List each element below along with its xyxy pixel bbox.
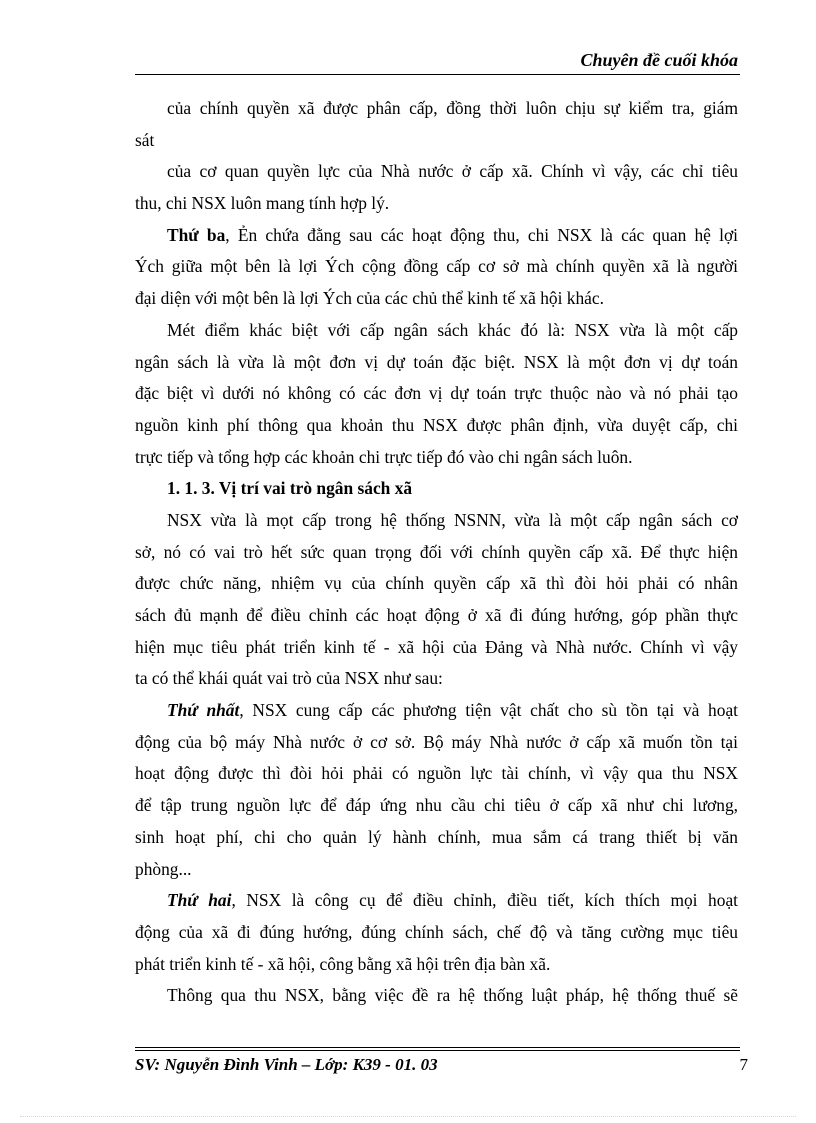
paragraph-thu-ba: Thứ ba, Ẻn chứa đằng sau các hoạt động thu, chi NSX là các quan hệ lợi [167, 224, 738, 245]
header-title: Chuyên đề cuối khóa [580, 50, 738, 70]
text-line: được chức năng, nhiệm vụ của chính quyền cấp xã thì đòi hỏi phải có nhân [135, 573, 738, 594]
text-line: của chính quyền xã được phân cấp, đồng thời luôn chịu sự kiểm tra, giám [167, 98, 738, 118]
text-line: sinh hoạt phí, chi cho quản lý hành chính, mua sắm cá trang thiết bị văn [135, 826, 738, 847]
page-number: 7 [739, 1055, 748, 1074]
text-line: động của xã đi đúng hướng, đúng chính sách, chế độ và tăng cường mục tiêu [135, 921, 738, 942]
text-line: nguồn kinh phí thông qua khoản thu NSX được phân định, vừa duyệt cấp, chi [135, 414, 738, 435]
lead-term: Thứ nhất [167, 700, 240, 721]
text-line: động của bộ máy Nhà nước ở cơ sở. Bộ máy Nhà nước ở cấp xã muốn tồn tại [135, 731, 738, 752]
text-line: Ẻn chứa đằng sau các hoạt động thu, chi NSX là các quan hệ lợi [237, 224, 738, 245]
text-line: phòng... [135, 858, 192, 879]
text-line: sở, nó có vai trò hết sức quan trọng đối với chính quyền cấp xã. Để thực hiện [135, 541, 738, 562]
page-bottom-border [20, 1116, 796, 1117]
text-line: Thông qua thu NSX, bằng việc đề ra hệ thống luật pháp, hệ thống thuế sẽ [167, 985, 738, 1006]
text-line: Mét điểm khác biệt với cấp ngân sách khác đó là: NSX vừa là một cấp [167, 319, 738, 340]
text-line: ngân sách là vừa là một đơn vị dự toán đặc biệt. NSX là một đơn vị dự toán [135, 351, 738, 372]
text-line: , NSX là công cụ để điều chỉnh, điều tiết, kích thích mọi hoạt [231, 890, 738, 911]
text-line: sách đủ mạnh để điều chỉnh các hoạt động ở xã đi đúng hướng, góp phần thực [135, 605, 738, 625]
footer-divider [135, 1047, 740, 1048]
text-line: Ých giữa một bên là lợi Ých cộng đồng cấp cơ sở mà chính quyền xã là người [135, 256, 738, 277]
text-line: phát triển kinh tế - xã hội, công bằng xã hội trên địa bàn xã. [135, 953, 551, 974]
text-line: NSX vừa là mọt cấp trong hệ thống NSNN, vừa là một cấp ngân sách cơ [167, 509, 738, 530]
text-line: hiện mục tiêu phát triển kinh tế - xã hội của Đảng và Nhà nước. Chính vì vậy [135, 636, 738, 657]
paragraph-thu-nhat [135, 695, 738, 727]
lead-term: Thứ ba [167, 224, 226, 245]
text-line: trực tiếp và tổng hợp các khoản chi trực tiếp đó vào chi ngân sách luôn. [135, 446, 633, 467]
text-line: đặc biệt vì dưới nó không có các đơn vị dự toán trực thuộc nào và nó phải tạo [135, 383, 738, 404]
text-line: , NSX cung cấp các phương tiện vật chất cho sù tồn tại và hoạt [239, 700, 739, 721]
document-body [135, 93, 738, 1012]
footer-divider [135, 1050, 740, 1051]
paragraph-thu-hai [135, 885, 738, 917]
text-line: thu, chi NSX luôn mang tính hợp lý. [135, 193, 390, 214]
text-line: ta có thể khái quát vai trò của NSX như sau: [135, 668, 443, 689]
text-line: đại diện với một bên là lợi Ých của các chủ thể kinh tế xã hội khác. [135, 288, 604, 309]
text-line: hoạt động được thì đòi hỏi phải có nguồn lực tài chính, vì vậy qua thu NSX [135, 763, 738, 784]
text-line: của cơ quan quyền lực của Nhà nước ở cấp xã. Chính vì vậy, các chỉ tiêu [167, 161, 738, 182]
header-divider [135, 74, 740, 75]
lead-term: Thứ hai [167, 890, 232, 911]
footer-student-info: SV: Nguyễn Đình Vinh – Lớp: K39 - 01. 03 [135, 1055, 438, 1074]
text-line: sát [135, 129, 155, 150]
text-line: để tập trung nguồn lực để đáp ứng nhu cầu chi tiêu ở cấp xã như chi lương, [135, 795, 738, 816]
section-heading: 1. 1. 3. Vị trí vai trò ngân sách xã [167, 478, 413, 499]
